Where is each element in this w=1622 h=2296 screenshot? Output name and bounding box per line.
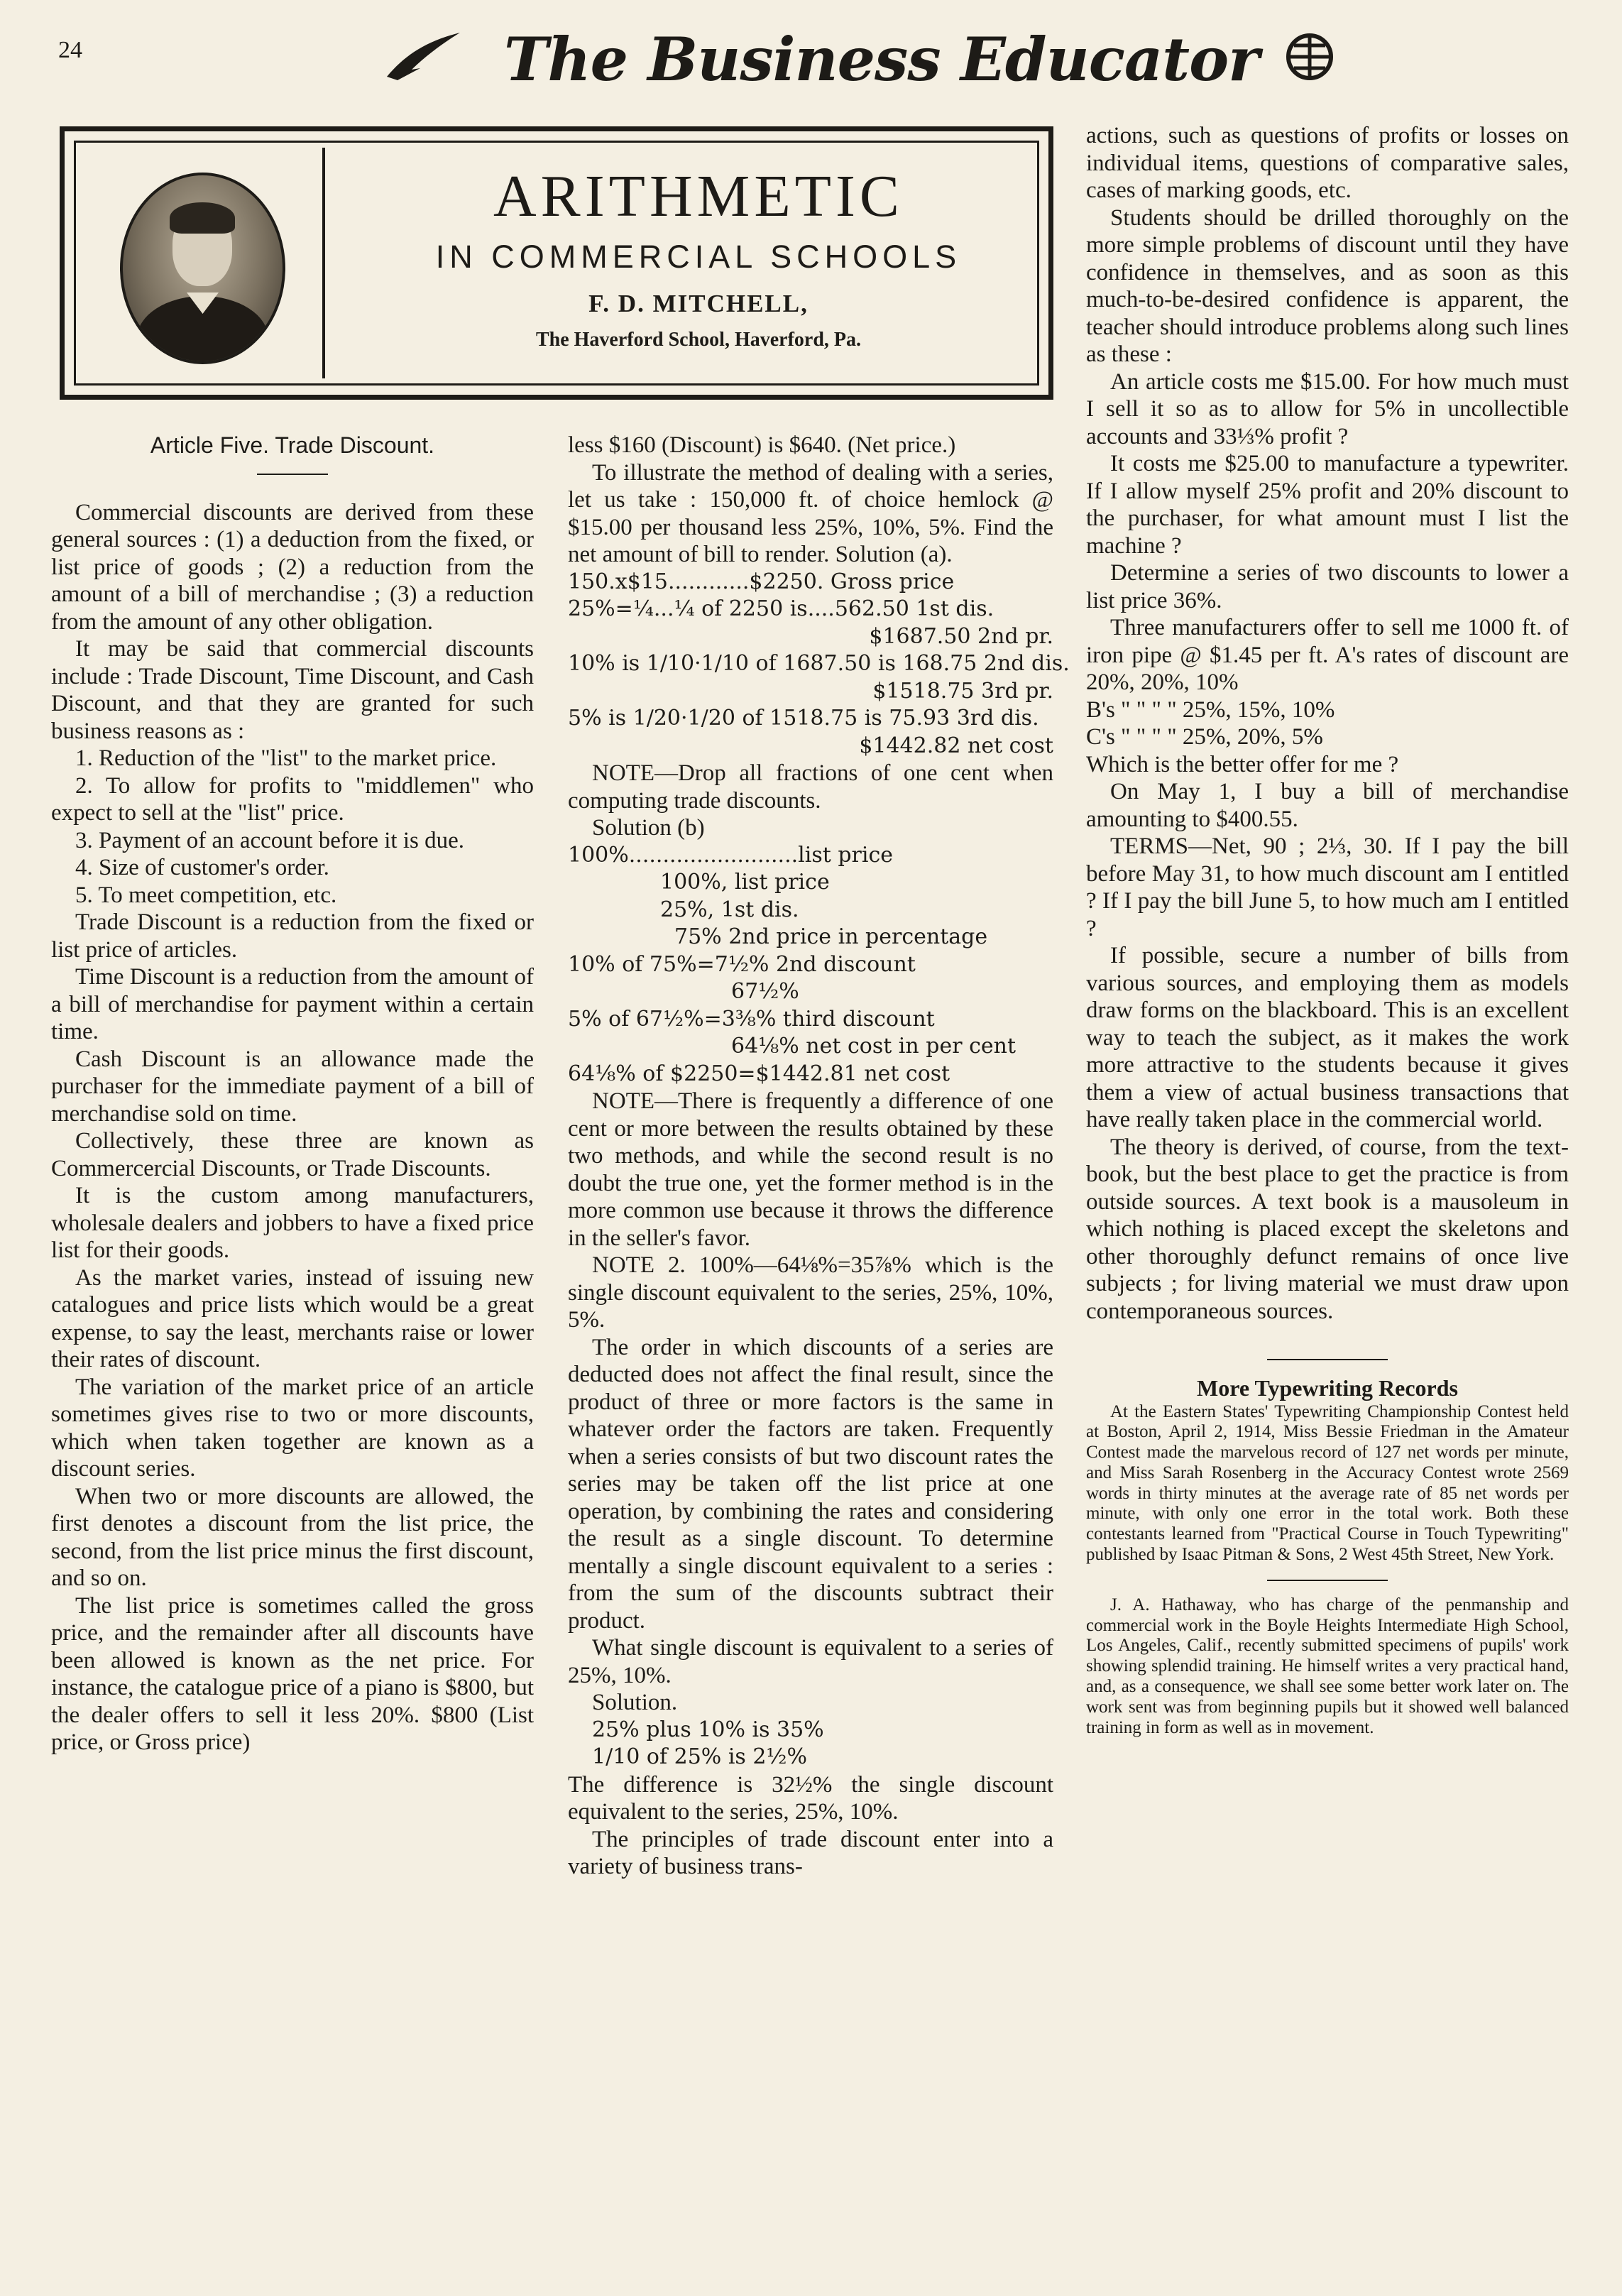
article-header (60, 126, 1053, 400)
page-number: 24 (58, 37, 82, 63)
author-portrait (120, 173, 285, 364)
paragraph: The principles of trade discount enter into a variety of business trans- (568, 1826, 1053, 1879)
quill-icon (383, 27, 461, 84)
calc-line: 64⅛% of $2250=$1442.81 net cost (568, 1061, 950, 1086)
section-heading: Article Five. Trade Discount. (150, 432, 435, 458)
paragraph: As the market varies, instead of issuing new catalogues and price lists which would be a great expense, to say the least, merchants raise or lower their rates of discount. (51, 1264, 534, 1372)
paragraph: The list price is sometimes called the gross price, and the remainder after all discounts have been allowed is known as the net price. For instance, the catalogue price of a piano is $800, but the dealer offers to sell it less 20%. $800 (List price, or Gross price) (51, 1592, 534, 1755)
calc-line: 100%, list price (660, 870, 830, 895)
calc-line: 150.x$15............$2250. Gross price (568, 569, 955, 594)
paragraph: The order in which discounts of a series are deducted does not affect the final result, since the product of three or more factors is the same in whatever order the factors are taken. Frequently when a series consists of but two discount rates the series may be taken off the list price at one operation, by combining the rates and considering the result as a single discount. To determine mentally a single discount equivalent to a series : from the sum of the discounts subtract their product. (568, 1334, 1053, 1634)
author-school: The Haverford School, Haverford, Pa. (535, 329, 862, 351)
calc-line: 75% 2nd price in percentage (674, 924, 988, 949)
column-three (1086, 122, 1569, 1738)
paragraph: actions, such as questions of profits or losses on individual items, questions of comparative sales, cases of marking goods, etc. (1086, 123, 1569, 203)
calc-line: 64⅛% net cost in per cent (731, 1034, 1017, 1059)
list-item: 5. To meet competition, etc. (75, 882, 337, 908)
problem-line: C's " " " " 25%, 20%, 5% (1086, 724, 1323, 750)
list-item: 4. Size of customer's order. (75, 855, 329, 880)
paragraph: Time Discount is a reduction from the amount of a bill of merchandise for payment within a certain time. (51, 964, 534, 1044)
paragraph: To illustrate the method of dealing with a series, let us take : 150,000 ft. of choice hemlock @ $15.00 per thousand less 25%, 10%, 5%. Find the net amount of bill to render. Solution (a). (568, 459, 1053, 567)
box-text: At the Eastern States' Typewriting Championship Contest held at Boston, April 2, 1914, Miss Bessie Friedman in the Amateur Contest made the marvelous record of 127 net words per minute, and Miss Sarah Rosenberg in the Accuracy Contest wrote 2569 words in thirty minutes at the average rate of 85 net words per minute, with only one error in the total work. Both these contestants learned from "Practical Course in Touch Typewriting" published by Isaac Pitman & Sons, 2 West 45th Street, New York. (1086, 1401, 1569, 1565)
paragraph: Collectively, these three are known as Commercercial Discounts, or Trade Discounts. (51, 1128, 534, 1181)
label: Solution. (592, 1690, 678, 1715)
paragraph: It may be said that commercial discounts include : Trade Discount, Time Discount, and Cash Discount, and that they are granted for such business reasons as : (51, 636, 534, 744)
divider (257, 474, 328, 475)
calc-line: 25% plus 10% is 35% (592, 1717, 824, 1742)
article-subtitle: IN COMMERCIAL SCHOOLS (435, 239, 962, 275)
article-author: F. D. MITCHELL, (588, 290, 809, 317)
paragraph: The theory is derived, of course, from the text-book, but the best place to get the practice is from outside sources. A text book is a mausoleum in which nothing is placed except the skeletons and other thoroughly defunct remains of once live subjects ; for living material we must draw upon contemporaneous sources. (1086, 1134, 1569, 1324)
calc-line: 10% of 75%=7½% 2nd discount (568, 951, 916, 977)
globe-emblem-icon (1281, 28, 1338, 85)
calc-line: $1518.75 3rd pr. (872, 678, 1053, 704)
calc-line: 1/10 of 25% is 2½% (592, 1744, 808, 1769)
note: NOTE—There is frequently a difference of one cent or more between the results obtained by these two methods, and while the second result is no doubt the true one, yet the former method is in the more common use because it throws the difference in the seller's favor. (568, 1088, 1053, 1251)
paragraph: Cash Discount is an allowance made the purchaser for the immediate payment of a bill of merchandise sold on time. (51, 1046, 534, 1127)
article-title: ARITHMETIC (493, 163, 904, 229)
note: NOTE—Drop all fractions of one cent when computing trade discounts. (568, 760, 1053, 814)
problem: It costs me $25.00 to manufacture a typewriter. If I allow myself 25% profit and 20% discount to the purchaser, for what amount must I list the machine ? (1086, 451, 1569, 559)
problem: TERMS—Net, 90 ; 2⅓, 30. If I pay the bill before May 31, to how much discount am I entitled ? If I pay the bill June 5, to how much am I entitled ? (1086, 833, 1569, 941)
paragraph: If possible, secure a number of bills from various sources, and employing them as models draw forms on the blackboard. This is an excellent way to teach the subject, as it makes the work more attractive to the students because it gives them a view of actual business transactions that have really taken place in the commercial world. (1086, 943, 1569, 1132)
calc-line: 10% is 1/10·1/10 of 1687.50 is 168.75 2nd dis. (568, 651, 1070, 676)
paragraph: It is the custom among manufacturers, wholesale dealers and jobbers to have a fixed price list for their goods. (51, 1183, 534, 1263)
divider (1267, 1359, 1388, 1360)
paragraph: When two or more discounts are allowed, the first denotes a discount from the list price, the second, from the list price minus the first discount, and so on. (51, 1483, 534, 1591)
paragraph: Students should be drilled thoroughly on the more simple problems of discount until they have confidence in themselves, and as soon as this much-to-be-desired confidence is apparent, the teacher should introduce problems along such lines as these : (1086, 204, 1569, 367)
paragraph: The difference is 32½% the single discount equivalent to the series, 25%, 10%. (568, 1771, 1053, 1825)
list-item: 2. To allow for profits to "middlemen" who expect to sell at the "list" price. (51, 772, 534, 826)
paragraph: less $160 (Discount) is $640. (Net price.) (568, 432, 956, 458)
calc-line: $1687.50 2nd pr. (869, 623, 1053, 649)
problem: An article costs me $15.00. For how much must I sell it so as to allow for 5% in uncollectible accounts and 33⅓% profit ? (1086, 368, 1569, 449)
calc-line: 25%=¼...¼ of 2250 is....562.50 1st dis. (568, 596, 994, 621)
problem-line: Which is the better offer for me ? (1086, 751, 1399, 777)
column-one (51, 432, 534, 1756)
column-two (568, 432, 1070, 1881)
paragraph: What single discount is equivalent to a series of 25%, 10%. (568, 1635, 1053, 1688)
problem: Three manufacturers offer to sell me 1000 ft. of iron pipe @ $1.45 per ft. A's rates of discount are 20%, 20%, 10% (1086, 615, 1569, 695)
list-item: 1. Reduction of the "list" to the market price. (75, 745, 497, 771)
calc-line: $1442.82 net cost (859, 733, 1053, 758)
calc-line: 5% of 67½%=3⅜% third discount (568, 1006, 935, 1032)
note: NOTE 2. 100%—64⅛%=35⅞% which is the single discount equivalent to the series, 25%, 10%, 5%. (568, 1252, 1053, 1333)
paragraph: Trade Discount is a reduction from the fixed or list price of articles. (51, 909, 534, 963)
portrait-panel (81, 148, 325, 378)
note-text: J. A. Hathaway, who has charge of the penmanship and commercial work in the Boyle Heights Intermediate High School, Los Angeles, Calif., recently submitted specimens of pupils' work showing splendid training. He himself writes a very practical hand, and, as a consequence, we shall see some better work later on. The work sent was from beginning pupils but it showed well balanced training in form as well as in movement. (1086, 1595, 1569, 1737)
calc-line: 100%.........................list price (568, 842, 894, 868)
calc-line: 5% is 1/20·1/20 of 1518.75 is 75.93 3rd dis. (568, 706, 1039, 731)
divider (1267, 1580, 1388, 1581)
label: Solution (b) (592, 815, 705, 841)
problem: Determine a series of two discounts to lower a list price 36%. (1086, 560, 1569, 613)
paragraph: Commercial discounts are derived from these general sources : (1) a deduction from the fixed, or list price of goods ; (2) a reduction from the amount of a bill of merchandise ; (3) a reduction from the amount of any other obligation. (51, 499, 534, 635)
problem-line: B's " " " " 25%, 15%, 10% (1086, 696, 1335, 723)
calc-line: 25%, 1st dis. (660, 897, 799, 922)
calc-line: 67½% (731, 979, 799, 1004)
masthead (383, 20, 1363, 94)
list-item: 3. Payment of an account before it is due. (75, 827, 464, 853)
masthead-title: The Business Educator (504, 24, 1259, 94)
box-title: More Typewriting Records (1197, 1375, 1458, 1401)
problem: On May 1, I buy a bill of merchandise amounting to $400.55. (1086, 779, 1569, 832)
paragraph: The variation of the market price of an article sometimes gives rise to two or more discounts, which when taken together are known as a discount series. (51, 1374, 534, 1482)
